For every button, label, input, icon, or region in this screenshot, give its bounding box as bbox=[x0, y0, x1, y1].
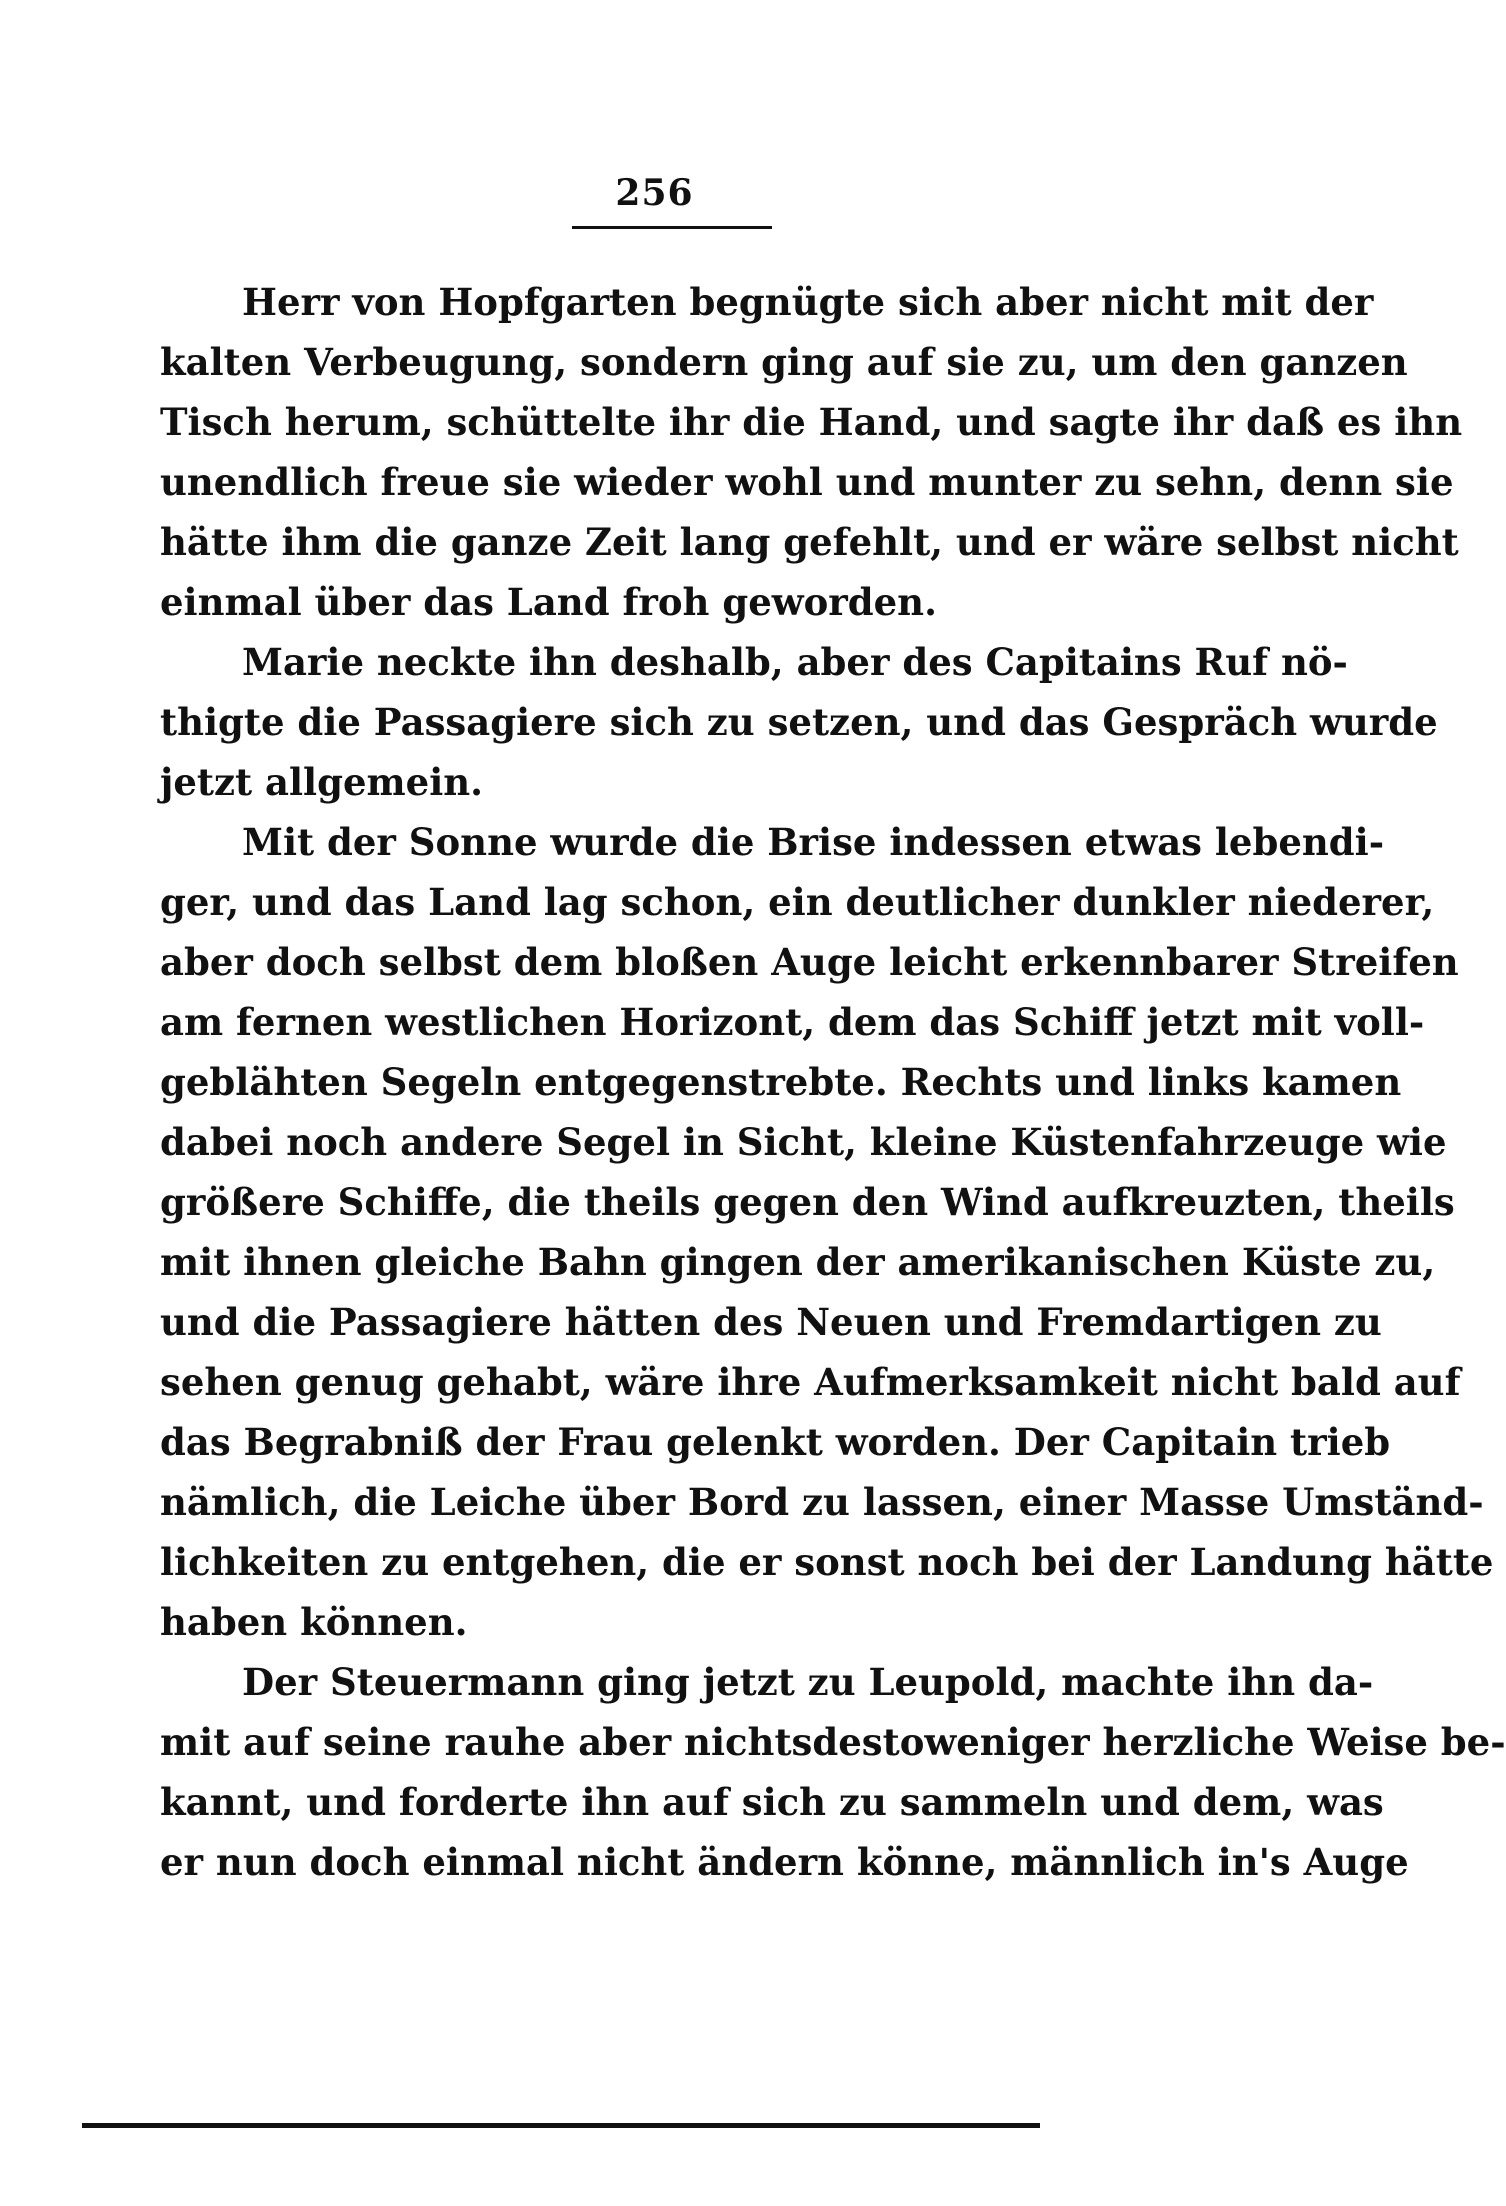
text-line: Marie neckte ihn deshalb, aber des Capitains Ruf nö- bbox=[242, 640, 1348, 684]
paragraph-4 bbox=[160, 1652, 1506, 1892]
text-line: sehen genug gehabt, wäre ihre Aufmerksamkeit nicht bald auf bbox=[160, 1360, 1461, 1404]
text-line: unendlich freue sie wieder wohl und munter zu sehn, denn sie bbox=[160, 460, 1454, 504]
paragraph-3 bbox=[160, 812, 1494, 1652]
text-line: lichkeiten zu entgehen, die er sonst noch bei der Landung hätte bbox=[160, 1540, 1494, 1584]
text-line: dabei noch andere Segel in Sicht, kleine Küstenfahrzeuge wie bbox=[160, 1120, 1447, 1164]
text-line: und die Passagiere hätten des Neuen und Fremdartigen zu bbox=[160, 1300, 1382, 1344]
text-line: jetzt allgemein. bbox=[160, 760, 484, 804]
body-text bbox=[160, 272, 1506, 1892]
text-line: einmal über das Land froh geworden. bbox=[160, 580, 937, 624]
text-line: das Begrabniß der Frau gelenkt worden. Der Capitain trieb bbox=[160, 1420, 1391, 1464]
text-line: hätte ihm die ganze Zeit lang gefehlt, und er wäre selbst nicht bbox=[160, 520, 1459, 564]
text-line: er nun doch einmal nicht ändern könne, männlich in's Auge bbox=[160, 1840, 1409, 1884]
text-line: kannt, und forderte ihn auf sich zu sammeln und dem, was bbox=[160, 1780, 1384, 1824]
text-line: ger, und das Land lag schon, ein deutlicher dunkler niederer, bbox=[160, 880, 1435, 924]
text-line: haben können. bbox=[160, 1600, 468, 1644]
text-line: mit ihnen gleiche Bahn gingen der amerikanischen Küste zu, bbox=[160, 1240, 1436, 1284]
page-number: 256 bbox=[615, 172, 694, 214]
text-line: Mit der Sonne wurde die Brise indessen etwas lebendi- bbox=[242, 820, 1385, 864]
bottom-rule bbox=[82, 2123, 1040, 2128]
text-line: Der Steuermann ging jetzt zu Leupold, machte ihn da- bbox=[242, 1660, 1374, 1704]
text-line: Herr von Hopfgarten begnügte sich aber nicht mit der bbox=[242, 280, 1374, 324]
text-line: aber doch selbst dem bloßen Auge leicht erkennbarer Streifen bbox=[160, 940, 1459, 984]
paragraph-2 bbox=[160, 632, 1438, 812]
text-line: Tisch herum, schüttelte ihr die Hand, und sagte ihr daß es ihn bbox=[160, 400, 1463, 444]
text-line: nämlich, die Leiche über Bord zu lassen, einer Masse Umständ- bbox=[160, 1480, 1484, 1524]
text-line: kalten Verbeugung, sondern ging auf sie zu, um den ganzen bbox=[160, 340, 1408, 384]
text-line: geblähten Segeln entgegenstrebte. Rechts und links kamen bbox=[160, 1060, 1402, 1104]
header-rule bbox=[572, 226, 772, 229]
text-line: größere Schiffe, die theils gegen den Wind aufkreuzten, theils bbox=[160, 1180, 1455, 1224]
text-line: thigte die Passagiere sich zu setzen, und das Gespräch wurde bbox=[160, 700, 1438, 744]
text-line: am fernen westlichen Horizont, dem das Schiff jetzt mit voll- bbox=[160, 1000, 1425, 1044]
paragraph-1 bbox=[160, 272, 1463, 632]
text-line: mit auf seine rauhe aber nichtsdestoweniger herzliche Weise be- bbox=[160, 1720, 1506, 1764]
